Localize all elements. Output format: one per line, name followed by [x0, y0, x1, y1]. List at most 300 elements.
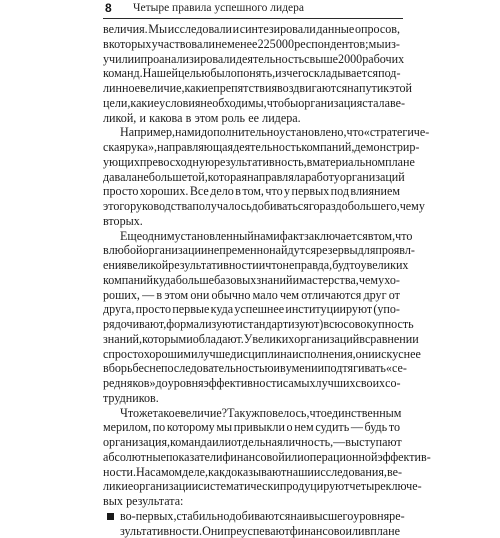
word: синтезировали [240, 22, 316, 37]
word: результативности [168, 258, 259, 273]
word: со- [385, 376, 400, 391]
word: в [365, 524, 371, 538]
word: свыше [304, 52, 338, 67]
word: плане [370, 524, 400, 538]
word: которому [167, 420, 215, 435]
word: хо- [384, 273, 400, 288]
word: мы [216, 420, 232, 435]
word: и [236, 317, 242, 332]
word: в [359, 332, 365, 347]
text-line [103, 66, 400, 81]
word: Нашей [143, 66, 178, 81]
word: рядочивают, [103, 317, 166, 332]
word: дело [210, 184, 234, 199]
word: наивысшего [290, 509, 353, 524]
word: они [356, 347, 375, 362]
word: ликие [103, 479, 133, 494]
word: самом [150, 465, 182, 480]
word: личность, [283, 435, 334, 450]
word: нами [175, 125, 201, 140]
word: одним [142, 229, 174, 244]
word: непоследовательностью [149, 361, 273, 376]
word: том, [373, 229, 395, 244]
text-line [103, 199, 400, 214]
word: этого [103, 199, 130, 214]
word: лидера. [262, 111, 300, 126]
word: преуспевают [224, 524, 290, 538]
word: базовых [214, 273, 256, 288]
word: исследовали [168, 22, 232, 37]
word: стандартизуют) [243, 317, 324, 332]
body-text [103, 22, 400, 538]
word: или [212, 435, 231, 450]
word: демонстрир- [354, 140, 419, 155]
text-line [103, 170, 400, 185]
word: совокупность [343, 317, 413, 332]
word: добиваться [252, 199, 309, 214]
word: учили [103, 52, 134, 67]
word: которыми [142, 332, 193, 347]
word: обладают. [193, 332, 244, 347]
word: установленный [175, 229, 254, 244]
word: необходимы, [200, 96, 266, 111]
text-line [103, 420, 400, 435]
word: 225 [258, 37, 276, 52]
text-line [103, 494, 400, 509]
word: найдутся [269, 243, 316, 258]
word: организация, [103, 435, 170, 450]
word: великих [367, 258, 409, 273]
word: превосходную [140, 155, 214, 170]
word: эффективности [204, 376, 283, 391]
word: команд. [103, 66, 143, 81]
word: материальном [312, 155, 385, 170]
word: эффектив- [377, 450, 430, 465]
text-line [103, 52, 400, 67]
word: и [233, 22, 239, 37]
word: установлено, [279, 125, 346, 140]
word: нем [294, 420, 314, 435]
word: как [208, 465, 225, 480]
word: к [383, 81, 389, 96]
word: уровня [353, 509, 389, 524]
word: «се- [386, 361, 407, 376]
word: или [285, 450, 304, 465]
word: в [186, 111, 192, 126]
text-line [103, 302, 400, 317]
word: в [368, 229, 374, 244]
word: финансовой [223, 450, 285, 465]
word: складывается [309, 66, 379, 81]
word: влиянием [350, 184, 400, 199]
text-line [103, 37, 400, 52]
word: гораздо [309, 199, 348, 214]
word: респондентов; [294, 37, 368, 52]
word: ующих [103, 155, 140, 170]
word: На [136, 465, 150, 480]
word: участвовали [152, 37, 215, 52]
word: и [293, 273, 299, 288]
word: организации [142, 243, 207, 258]
word: в [307, 155, 313, 170]
word: в [235, 184, 241, 199]
text-line [103, 288, 400, 303]
word: что [395, 229, 412, 244]
word: целью [178, 66, 210, 81]
text-line [103, 155, 400, 170]
word: роль [222, 111, 246, 126]
word: результативность, [214, 155, 307, 170]
word: и [140, 111, 146, 126]
word: с [103, 347, 108, 362]
word: для [358, 243, 376, 258]
word: деятельность [233, 140, 301, 155]
word: Еще [120, 229, 142, 244]
word: величие? [180, 406, 227, 421]
word: под [331, 184, 349, 199]
word: понять, [237, 66, 275, 81]
word: уровня [168, 376, 204, 391]
word: по [153, 420, 166, 435]
word: что [347, 125, 364, 140]
text-line [103, 317, 400, 332]
running-title: Четыре правила успешного лидера [133, 2, 304, 15]
word: в [103, 361, 109, 376]
word: из- [385, 37, 400, 52]
word: первых [291, 184, 329, 199]
word: из [275, 66, 286, 81]
word: что [265, 258, 282, 273]
word: дисциплина [230, 347, 292, 362]
word: трудников. [103, 391, 159, 406]
word: (упо- [373, 302, 400, 317]
word: — [351, 420, 363, 435]
word: систематически [198, 479, 280, 494]
word: — [142, 288, 154, 303]
word: институциируют [285, 302, 372, 317]
word: повелось, [260, 406, 310, 421]
word: организация [298, 96, 362, 111]
word: роших, [103, 288, 140, 303]
word: непременно [207, 243, 269, 258]
word: ключе- [386, 479, 422, 494]
word: 2000 [338, 52, 362, 67]
word: Что [120, 406, 139, 421]
word: препятствия [213, 81, 277, 96]
text-line [103, 361, 400, 376]
word: больше [176, 273, 214, 288]
word: том, [242, 184, 264, 199]
word: руководства [130, 199, 192, 214]
word: что [265, 184, 282, 199]
word: что [309, 406, 326, 421]
text-line [103, 465, 400, 480]
word: наши [286, 465, 314, 480]
text-line [103, 111, 400, 126]
text-line [103, 125, 400, 140]
word: линное [103, 81, 140, 96]
word: ее [248, 111, 259, 126]
word: организаций [294, 332, 359, 347]
word: друг [364, 288, 387, 303]
word: хорошими [144, 347, 198, 362]
word: любой [109, 243, 143, 258]
word: организаций [340, 170, 405, 185]
word: Все [190, 184, 209, 199]
word: чем [400, 199, 419, 214]
word: деле, [182, 465, 208, 480]
word: своих [356, 376, 386, 391]
word: факт [280, 229, 304, 244]
text-line [103, 332, 400, 347]
word: которая [208, 170, 247, 185]
word: направляла [247, 170, 305, 185]
word: заключается [304, 229, 368, 244]
text-line [103, 229, 400, 244]
word: давала [103, 170, 137, 185]
word: у [378, 273, 384, 288]
word: величия. [103, 22, 148, 37]
word: деятельность [236, 52, 304, 67]
word: «стратегиче- [364, 125, 430, 140]
word: куда [153, 273, 176, 288]
word: просто [108, 347, 143, 362]
word: у [284, 184, 290, 199]
word: рабочих [362, 52, 404, 67]
word: редняков» [103, 376, 156, 391]
word: направляющая [157, 140, 233, 155]
word: опросов, [355, 22, 400, 37]
word: у [419, 199, 425, 214]
word: отдельная [231, 435, 283, 450]
word: рука», [125, 140, 157, 155]
word: во-первых, [120, 509, 177, 524]
text-line [103, 22, 400, 37]
word: и [274, 361, 280, 376]
word: компаний [103, 273, 153, 288]
word: величие, [140, 81, 184, 96]
word: в [103, 243, 109, 258]
text-line [103, 184, 400, 199]
word: привыкли [234, 420, 285, 435]
word: 000 [276, 37, 294, 52]
text-line [103, 273, 400, 288]
word: У [244, 332, 253, 347]
word: воздвигаются [277, 81, 347, 96]
word: ения [103, 258, 127, 273]
word: выступают [345, 435, 401, 450]
word: лучше [197, 347, 230, 362]
word: абсолютные [103, 450, 166, 465]
word: борьбе [109, 361, 144, 376]
word: условия [159, 96, 200, 111]
word: сравнении [365, 332, 419, 347]
word: проявл- [375, 243, 415, 258]
text-line [103, 391, 400, 406]
word: не [215, 37, 227, 52]
word: искуснее [375, 347, 421, 362]
word: чтобы [267, 96, 299, 111]
word: и [259, 258, 265, 273]
word: великой [127, 258, 168, 273]
word: цели, [103, 96, 130, 111]
word: первые [172, 302, 209, 317]
word: чем [359, 273, 378, 288]
word: же [139, 406, 153, 421]
word: дополнительно [201, 125, 279, 140]
word: то [389, 420, 400, 435]
word: они [190, 288, 209, 303]
word: финансово [290, 524, 346, 538]
word: которых [109, 37, 152, 52]
word: ве- [387, 465, 402, 480]
word: доказывают [225, 465, 286, 480]
word: ве- [390, 96, 405, 111]
word: ликой, [103, 111, 136, 126]
running-header [103, 2, 403, 19]
word: и [134, 52, 140, 67]
word: вых [103, 494, 123, 509]
text-line [103, 406, 400, 421]
word: до [156, 376, 168, 391]
word: компаний, [301, 140, 354, 155]
word: всю [323, 317, 343, 332]
word: знаний [256, 273, 292, 288]
word: просто [103, 184, 138, 199]
word: великих [252, 332, 294, 347]
bullet-square-icon [107, 513, 114, 520]
word: формализуют [166, 317, 236, 332]
text-line [103, 214, 400, 229]
word: судить [315, 420, 349, 435]
word: проанализировали [141, 52, 236, 67]
word: в [156, 288, 162, 303]
word: будь [365, 420, 388, 435]
word: от [389, 288, 400, 303]
word: Так [227, 406, 245, 421]
word: самых [283, 376, 316, 391]
word: обычно [212, 288, 251, 303]
word: большего, [348, 199, 400, 214]
text-line [103, 524, 400, 538]
word: успешнее [234, 302, 284, 317]
text-line [103, 479, 400, 494]
text-line [103, 243, 400, 258]
word: операционной [304, 450, 378, 465]
text-line [103, 509, 400, 524]
word: Они [202, 524, 224, 538]
word: такое [153, 406, 181, 421]
word: добиваются [229, 509, 290, 524]
word: получалось [192, 199, 251, 214]
word: пути [359, 81, 383, 96]
word: мастерства, [299, 273, 359, 288]
word: нами [254, 229, 280, 244]
word: единственным [327, 406, 402, 421]
word: — [333, 435, 345, 450]
word: друга, [103, 302, 134, 317]
word: с [144, 361, 149, 376]
word: какова [149, 111, 182, 126]
word: Например, [120, 125, 175, 140]
word: на [347, 81, 359, 96]
word: куда [211, 302, 234, 317]
word: в [280, 361, 286, 376]
word: просто [136, 302, 171, 317]
word: чем [280, 288, 299, 303]
word: в [103, 37, 109, 52]
word: данные [316, 22, 354, 37]
word: Мы [148, 22, 167, 37]
word: исследования, [314, 465, 387, 480]
text-line [103, 450, 400, 465]
word: будто [332, 258, 360, 273]
word: умении [286, 361, 324, 376]
word: продуцируют [280, 479, 349, 494]
text-line [103, 258, 400, 273]
word: организации [133, 479, 198, 494]
word: чего [286, 66, 308, 81]
word: отличаются [301, 288, 361, 303]
word: какие [184, 81, 213, 96]
text-line [103, 347, 400, 362]
word: под- [378, 66, 400, 81]
word: подтягивать [324, 361, 386, 376]
word: этой [389, 81, 412, 96]
word: мало [253, 288, 278, 303]
word: этом [164, 288, 188, 303]
word: работу [305, 170, 340, 185]
word: команда [170, 435, 212, 450]
word: плане [385, 155, 415, 170]
word: лучших [316, 376, 356, 391]
word: показатели [166, 450, 223, 465]
word: исполнения, [292, 347, 356, 362]
word: мы [369, 37, 385, 52]
text-line [103, 96, 400, 111]
word: той, [187, 170, 208, 185]
word: зультативности. [120, 524, 202, 538]
word: знаний, [103, 332, 142, 347]
text-line [103, 81, 400, 96]
word: было [210, 66, 236, 81]
word: мерилом, [103, 420, 151, 435]
word: результата: [126, 494, 183, 509]
word: хороших. [140, 184, 189, 199]
word: какие [130, 96, 159, 111]
word: ская [103, 140, 125, 155]
text-line [103, 376, 400, 391]
word: уж [245, 406, 259, 421]
word: неправда, [283, 258, 333, 273]
word: резервы [316, 243, 358, 258]
word: ре- [389, 509, 404, 524]
word: ности. [103, 465, 136, 480]
word: четыре [349, 479, 385, 494]
word: стабильно [177, 509, 230, 524]
word: стала [362, 96, 390, 111]
word: менее [227, 37, 257, 52]
word: больше [149, 170, 187, 185]
word: или [346, 524, 365, 538]
word: у [361, 258, 367, 273]
word: этом [195, 111, 219, 126]
text-line [103, 140, 400, 155]
word: о [287, 420, 293, 435]
word: не [137, 170, 149, 185]
word: вторых. [103, 214, 143, 229]
page-number: 8 [105, 1, 112, 15]
